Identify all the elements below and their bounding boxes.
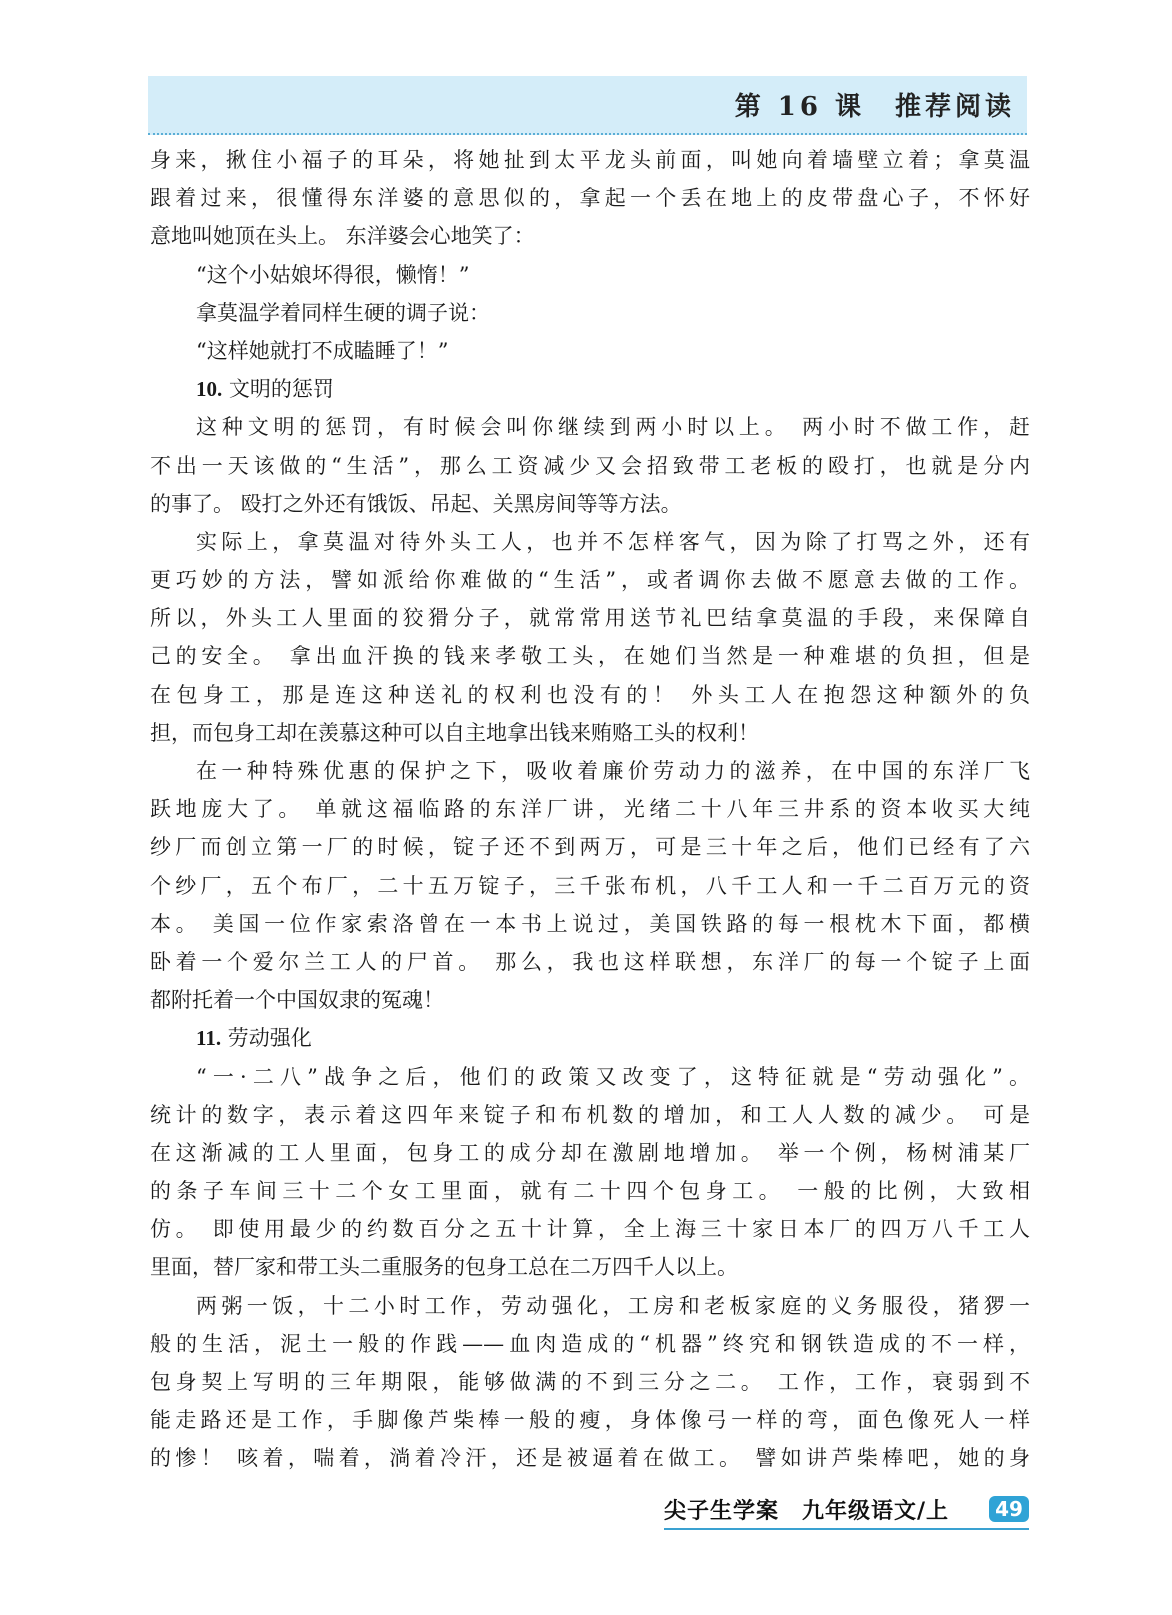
text-line: 在一种特殊优惠的保护之下，吸收着廉价劳动力的滋养，在中国的东洋厂飞: [196, 759, 1030, 783]
text-line: 担，而包身工却在羡慕这种可以自主地拿出钱来贿赂工头的权利！: [150, 720, 759, 745]
text-line: 本。 美国一位作家索洛曾在一本书上说过，美国铁路的每一根枕木下面，都横: [150, 911, 1030, 936]
section-title: 文明的惩罚: [222, 377, 334, 402]
text-line: 个纱厂，五个布厂，二十五万锭子，三千张布机，八千工人和一千二百万元的资: [150, 873, 1030, 898]
text-line: 卧着一个爱尔兰工人的尸首。 那么，我也这样联想，东洋厂的每一个锭子上面: [150, 949, 1030, 974]
text-line: “这个小姑娘坏得很，懒惰！”: [196, 262, 470, 287]
text-line: 在这渐减的工人里面，包身工的成分却在激剧地增加。 举一个例，杨树浦某厂: [150, 1140, 1030, 1165]
body-text: [150, 141, 1030, 1478]
text-line: 意地叫她顶在头上。 东洋婆会心地笑了：: [150, 224, 535, 249]
text-line: “这样她就打不成瞌睡了！”: [196, 338, 449, 363]
text-line: 在包身工，那是连这种送礼的权利也没有的！ 外头工人在抱怨这种额外的负: [150, 682, 1030, 707]
text-line: 两粥一饭，十二小时工作，劳动强化，工房和老板家庭的义务服役，猪猡一: [196, 1293, 1030, 1318]
text-line: “一·二八”战争之后，他们的政策又改变了，这特征就是“劳动强化”。: [196, 1064, 1030, 1089]
text-line: 统计的数字，表示着这四年来锭子和布机数的增加，和工人人数的减少。 可是: [150, 1102, 1030, 1127]
text-line: 拿莫温学着同样生硬的调子说：: [196, 300, 490, 325]
text-line: 身来，揪住小福子的耳朵，将她扯到太平龙头前面，叫她向着墙壁立着；拿莫温: [150, 148, 1030, 172]
lesson-title: 第 16 课 推荐阅读: [734, 92, 1015, 122]
section-number: 11.: [196, 1026, 222, 1051]
text-line: 能走路还是工作，手脚像芦柴棒一般的瘦，身体像弓一样的弯，面色像死人一样: [150, 1408, 1030, 1433]
text-line: 所以，外头工人里面的狡猾分子，就常常用送节礼巴结拿莫温的手段，来保障自: [150, 606, 1030, 631]
text-line: 不出一天该做的“生活”，那么工资减少又会招致带工老板的殴打，也就是分内: [150, 453, 1030, 478]
page-number: 49: [989, 1496, 1029, 1522]
section-heading: [150, 1019, 1030, 1057]
text-line: 的条子车间三十二个女工里面，就有二十四个包身工。 一般的比例，大致相: [150, 1179, 1030, 1204]
text-line: 都附托着一个中国奴隶的冤魂！: [150, 988, 444, 1013]
text-line: 里面，替厂家和带工头二重服务的包身工总在二万四千人以上。: [150, 1255, 738, 1280]
text-line: 的惨！ 咳着，喘着，淌着冷汗，还是被逼着在做工。 譬如讲芦柴棒吧，她的身: [150, 1446, 1030, 1471]
section-heading: [150, 370, 1030, 408]
section-number: 10.: [196, 377, 223, 402]
text-line: 仿。 即使用最少的约数百分之五十计算，全上海三十家日本厂的四万八千工人: [150, 1217, 1030, 1242]
section-title: 劳动强化: [221, 1026, 312, 1051]
page-footer: [664, 1494, 1029, 1530]
text-line: 跟着过来，很懂得东洋婆的意思似的，拿起一个丢在地上的皮带盘心子，不怀好: [150, 186, 1030, 211]
text-line: 包身契上写明的三年期限，能够做满的不到三分之二。 工作，工作，衰弱到不: [150, 1370, 1030, 1394]
text-line: 的事了。 殴打之外还有饿饭、吊起、关黑房间等等方法。: [150, 491, 682, 516]
text-line: 这种文明的惩罚，有时候会叫你继续到两小时以上。 两小时不做工作，赶: [196, 415, 1030, 440]
text-line: 跃地庞大了。 单就这福临路的东洋厂讲，光绪二十八年三井系的资本收买大纯: [150, 797, 1030, 822]
text-line: 实际上，拿莫温对待外头工人，也并不怎样客气，因为除了打骂之外，还有: [196, 529, 1030, 554]
text-line: 己的安全。 拿出血汗换的钱来孝敬工头，在她们当然是一种难堪的负担，但是: [150, 644, 1030, 669]
text-line: 纱厂而创立第一厂的时候，锭子还不到两万，可是三十年之后，他们已经有了六: [150, 835, 1030, 860]
header-band: [148, 76, 1027, 135]
text-line: 更巧妙的方法，譬如派给你难做的“生活”，或者调你去做不愿意去做的工作。: [150, 568, 1030, 593]
text-line: 般的生活，泥土一般的作践——血肉造成的“机器”终究和钢铁造成的不一样，: [150, 1331, 1030, 1356]
book-title: 尖子生学案 九年级语文/上: [664, 1499, 950, 1524]
